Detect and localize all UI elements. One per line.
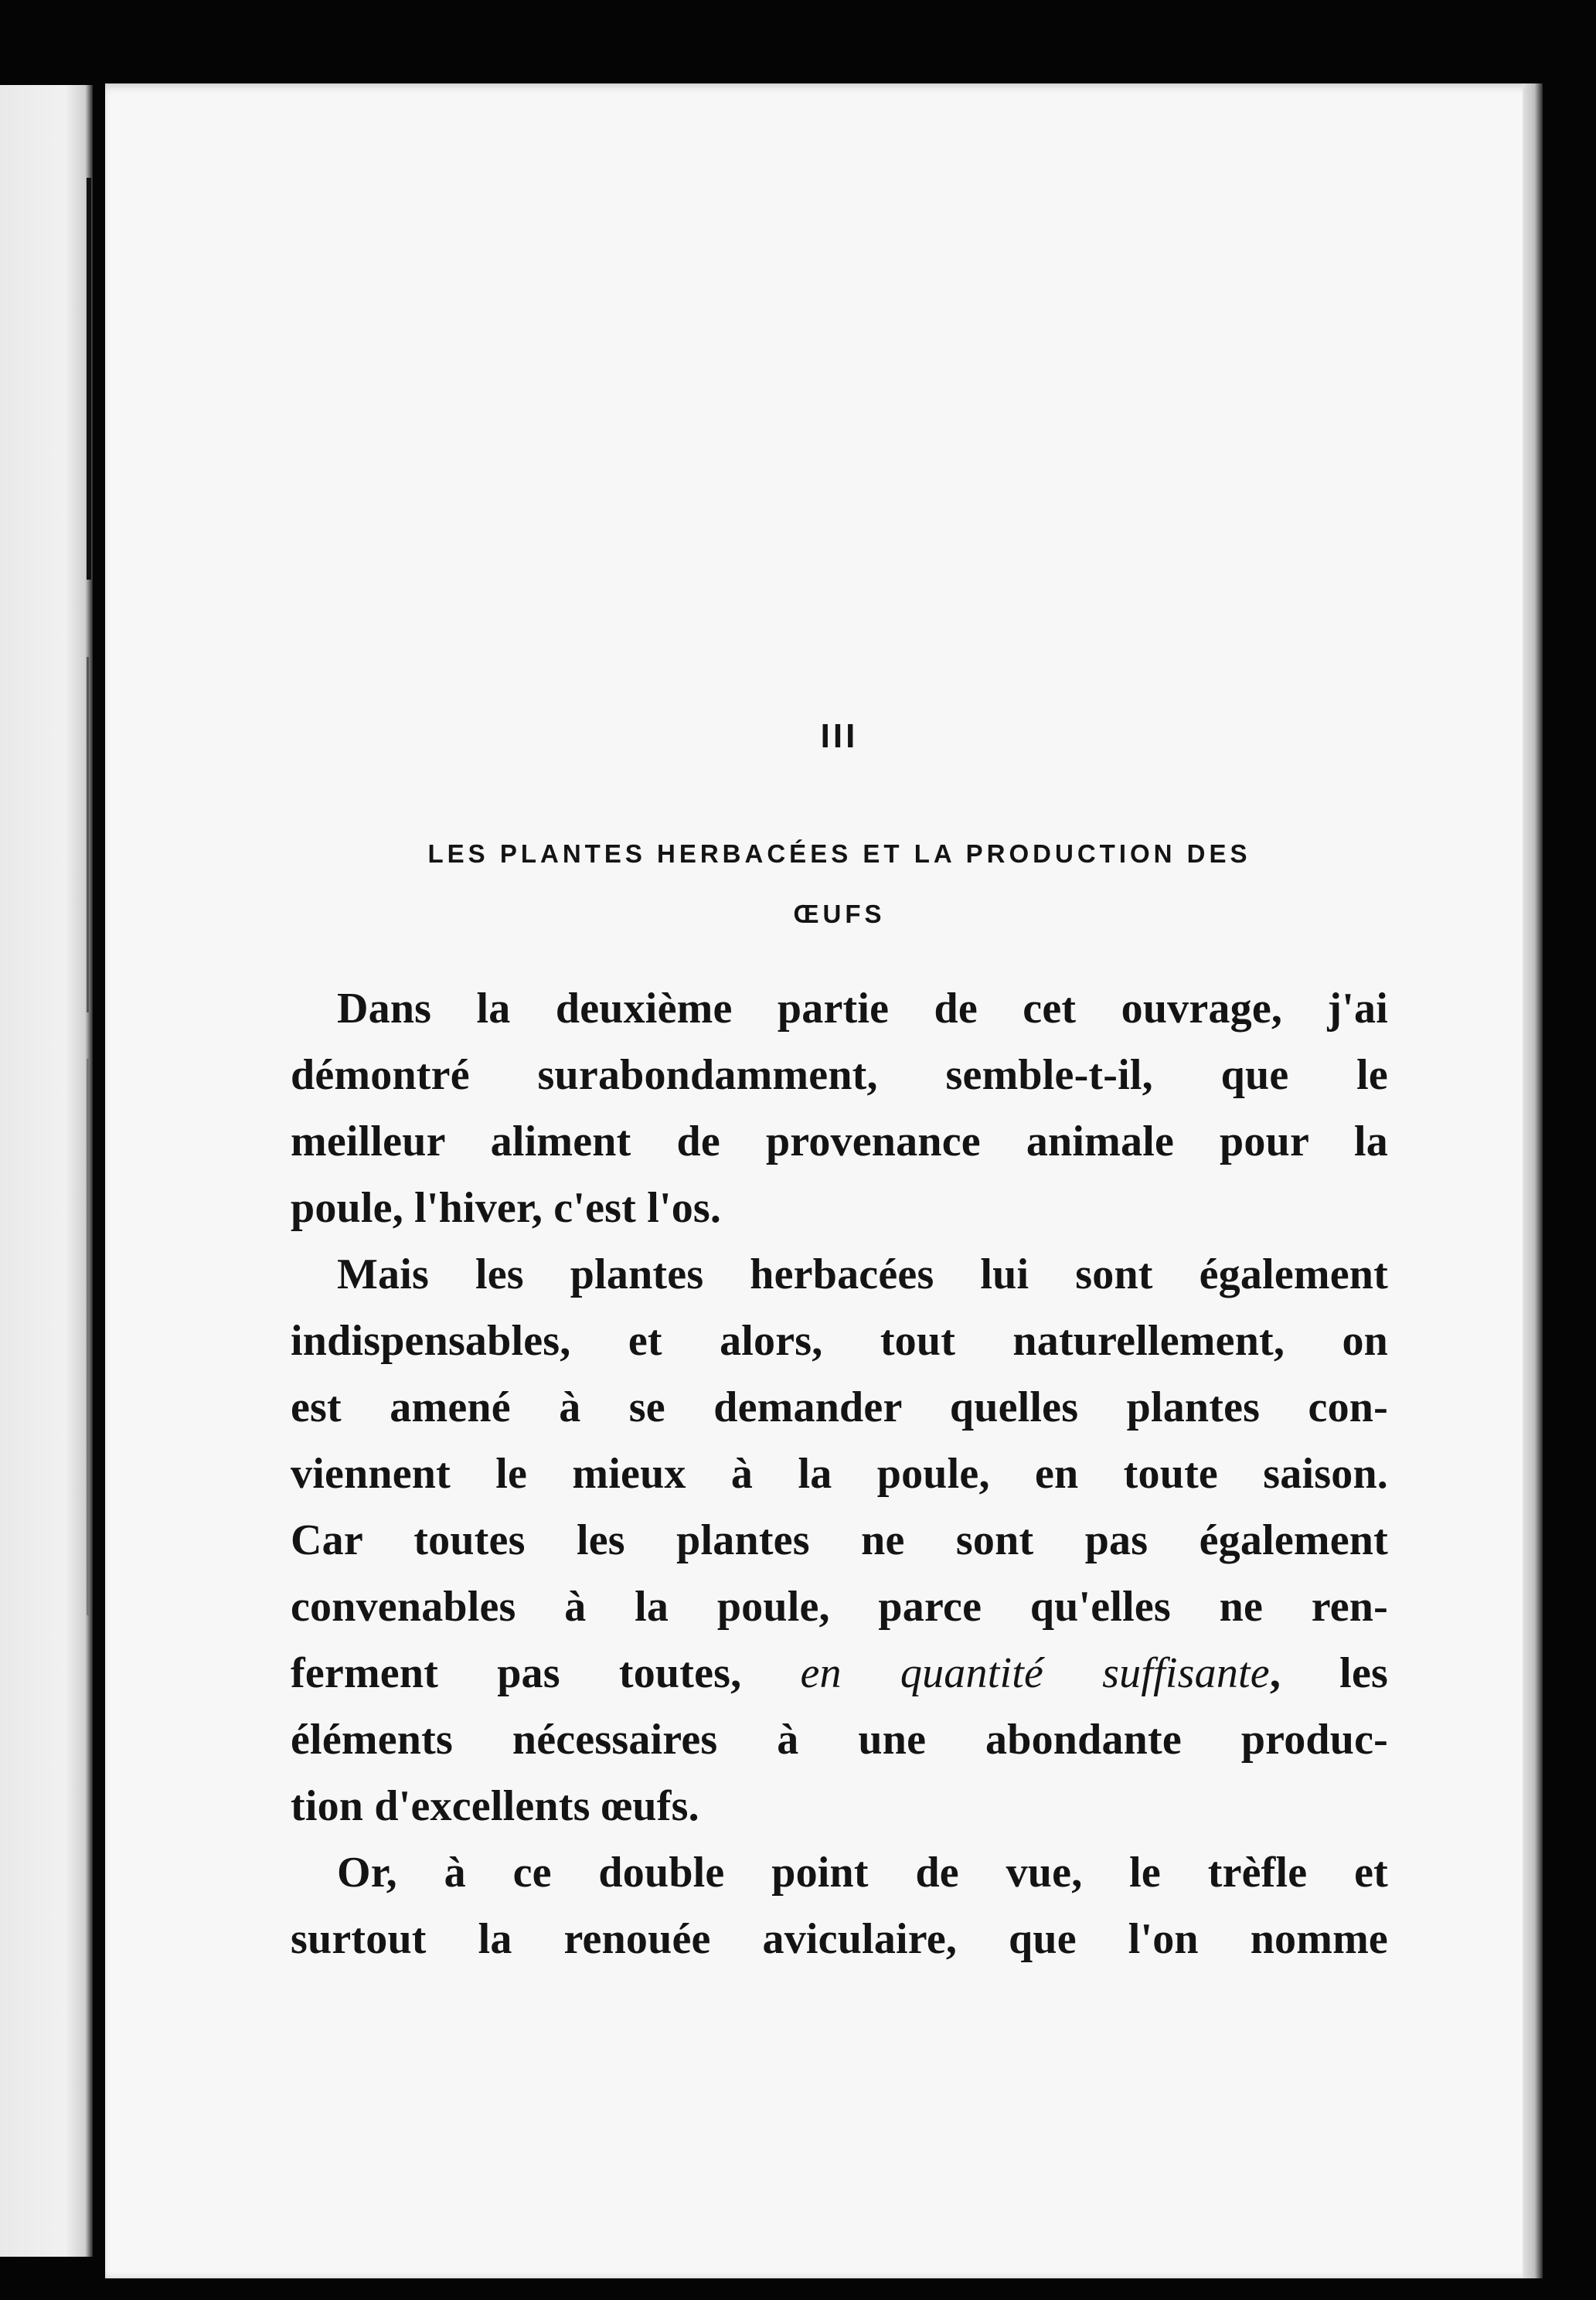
previous-page-edge [0, 85, 93, 2257]
text-line: Car toutes les plantes ne sont pas également [291, 1516, 1388, 1564]
text-segment: ferment pas toutes, [291, 1649, 801, 1697]
binding-shadow [87, 1059, 89, 1615]
text-line: est amené à se demander quelles plantes con- [291, 1383, 1388, 1431]
chapter-title-line: ŒUFS [793, 900, 886, 928]
text-line: meilleur aliment de provenance animale pour la [291, 1118, 1388, 1165]
binding-shadow [87, 178, 91, 580]
paragraph [291, 1839, 1388, 1972]
text-line: tion d'excellents œufs. [291, 1782, 699, 1830]
chapter-title [291, 824, 1388, 944]
book-page [105, 83, 1543, 2278]
page-edge-shadow [1523, 83, 1543, 2278]
text-line: Or, à ce double point de vue, le trèfle et [337, 1849, 1388, 1897]
text-line: indispensables, et alors, tout naturellement, on [291, 1317, 1388, 1365]
chapter-title-line: LES PLANTES HERBACÉES ET LA PRODUCTION DES [427, 839, 1251, 868]
text-line: surtout la renouée aviculaire, que l'on nomme [291, 1915, 1388, 1963]
paragraph [291, 975, 1388, 1241]
page-content [291, 717, 1388, 1972]
paragraph [291, 1241, 1388, 1839]
text-line [291, 1640, 1388, 1706]
text-line: convenables à la poule, parce qu'elles ne ren- [291, 1583, 1388, 1631]
text-line: poule, l'hiver, c'est l'os. [291, 1184, 722, 1232]
text-line: éléments nécessaires à une abondante produc- [291, 1716, 1388, 1764]
text-line: viennent le mieux à la poule, en toute saison. [291, 1450, 1388, 1498]
text-line: Dans la deuxième partie de cet ouvrage, j'ai [337, 985, 1388, 1033]
text-line: Mais les plantes herbacées lui sont également [337, 1250, 1388, 1298]
emphasized-text: en quantité suffisante [800, 1649, 1270, 1697]
text-segment: , les [1269, 1649, 1388, 1697]
chapter-number: III [820, 717, 859, 755]
text-line: démontré surabondamment, semble-t-il, que le [291, 1051, 1388, 1099]
binding-shadow [87, 657, 89, 1012]
